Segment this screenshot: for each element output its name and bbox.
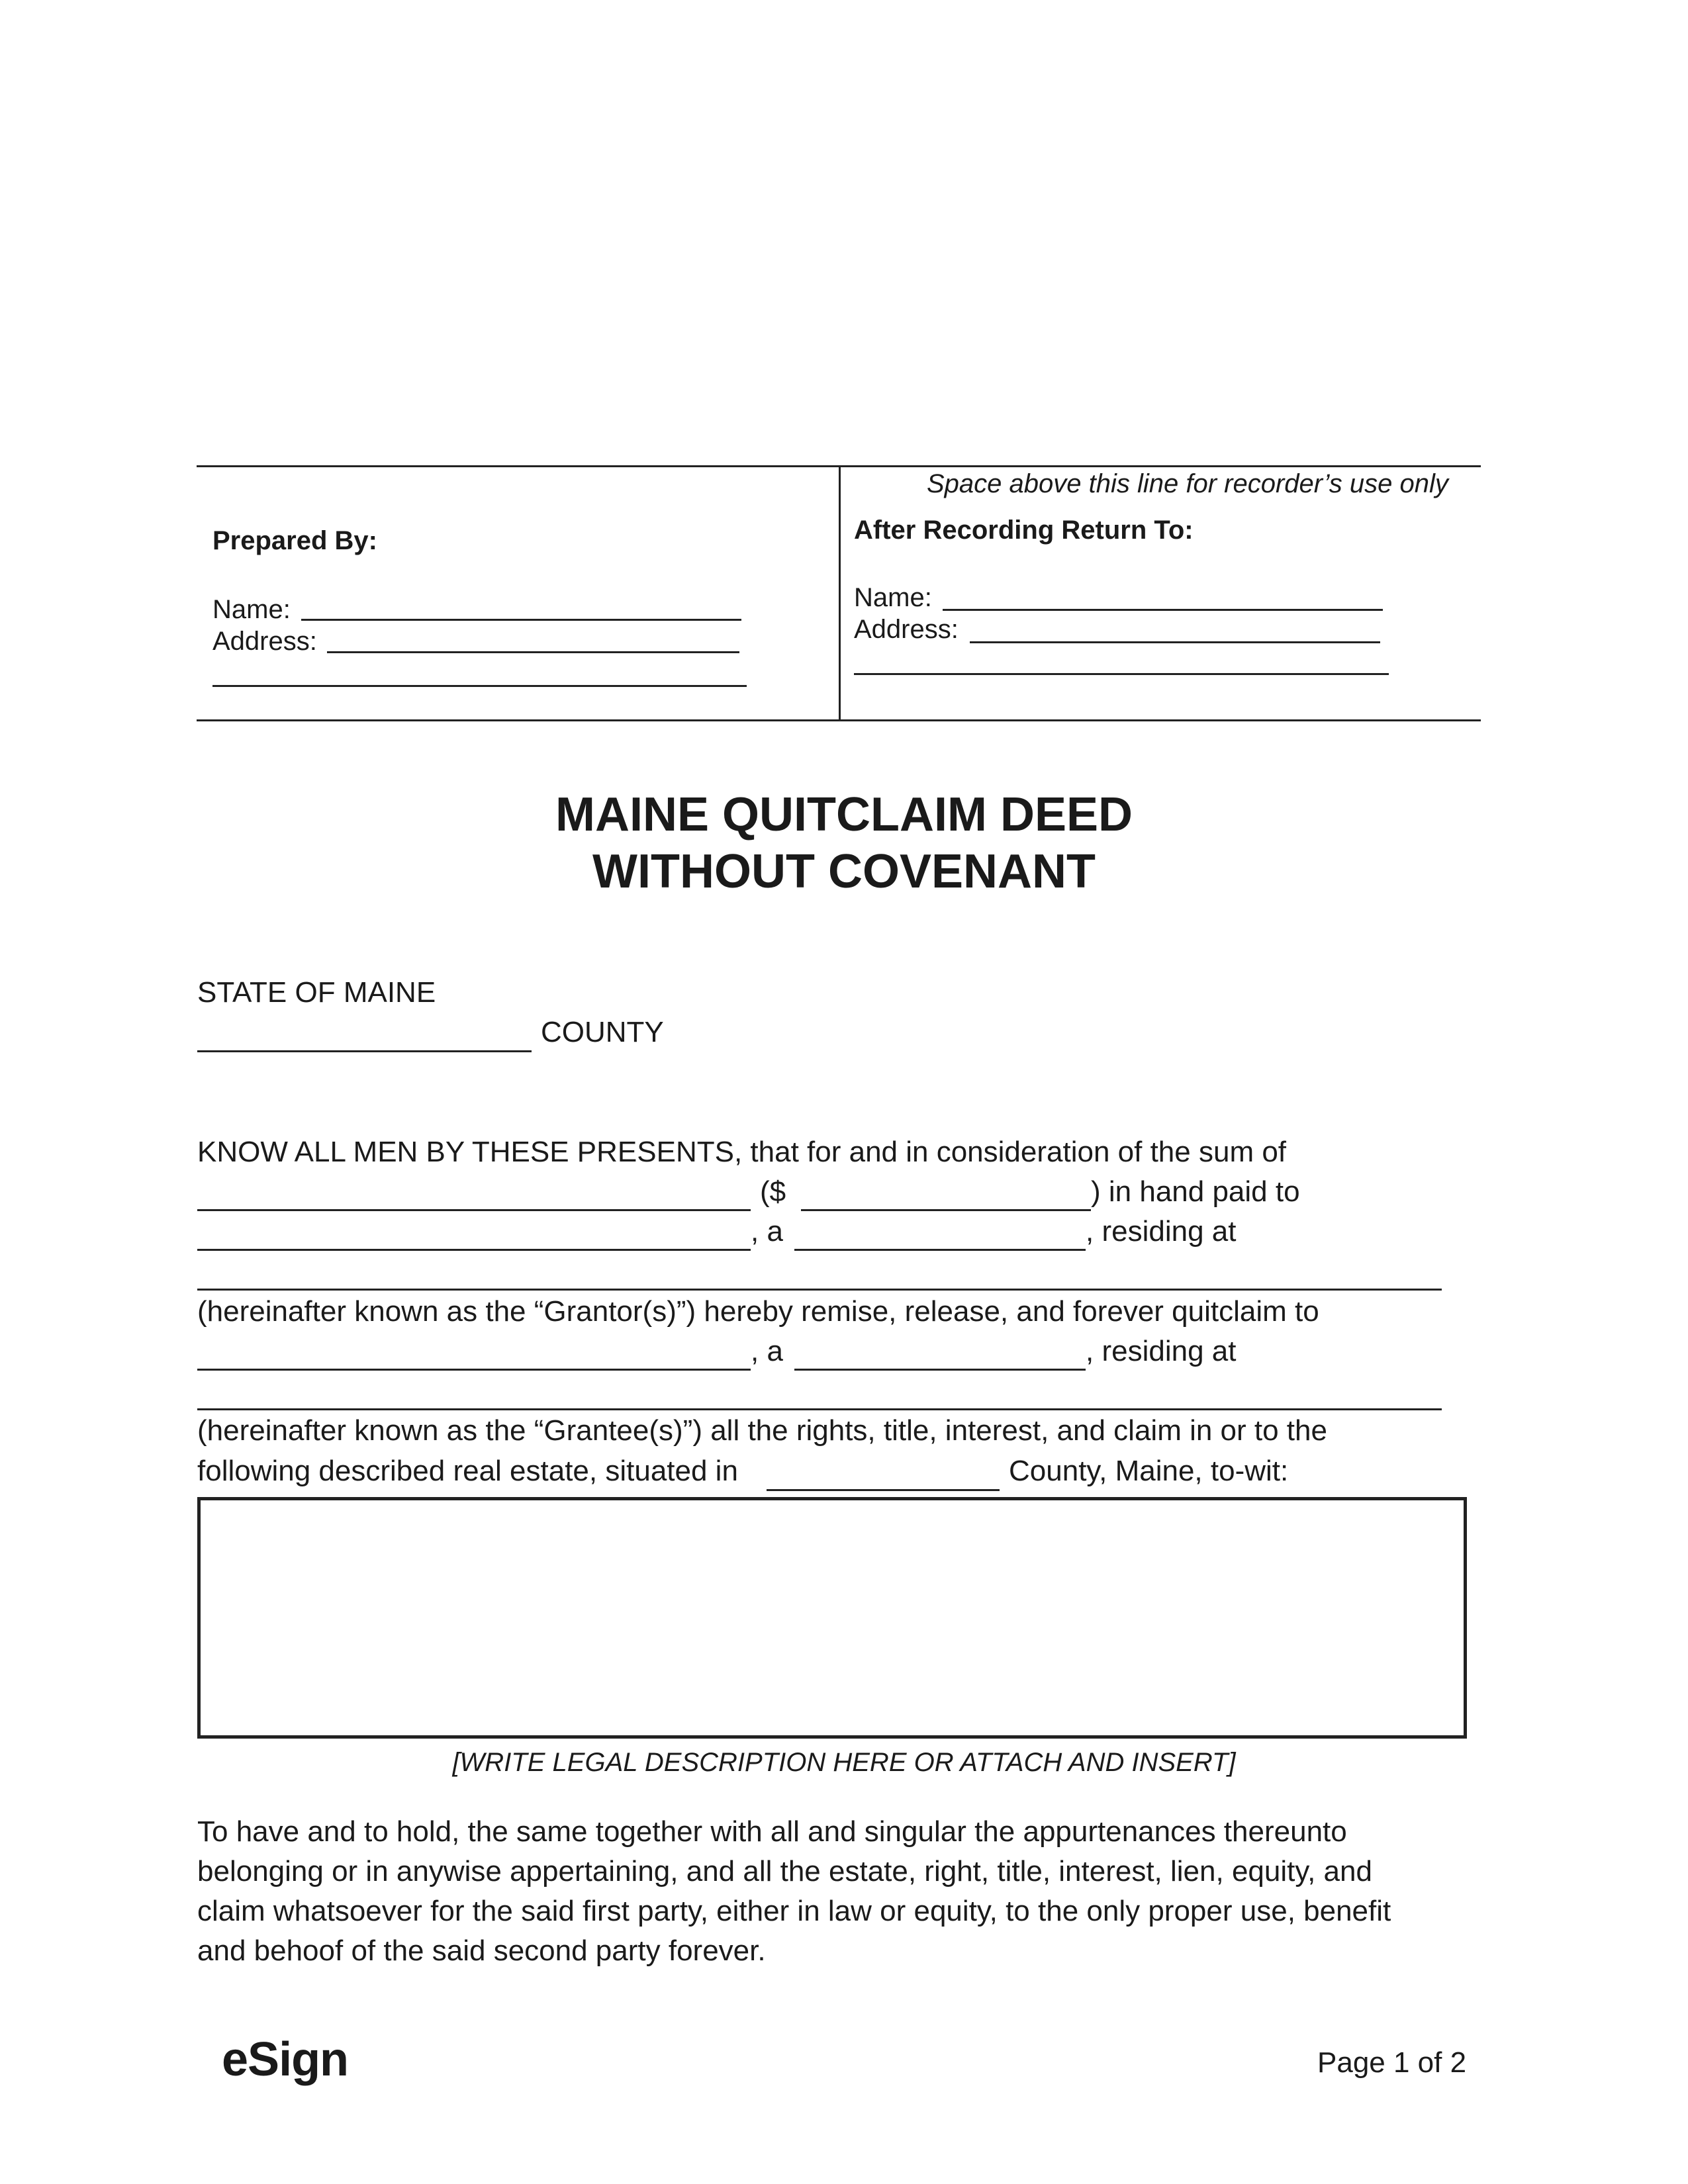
prepared-name-label: Name:	[212, 595, 291, 624]
return-name-label: Name:	[854, 583, 932, 612]
return-name-field[interactable]	[943, 609, 1383, 611]
prepared-address-field[interactable]	[327, 651, 739, 653]
grantee-residing-at: , residing at	[1086, 1335, 1237, 1367]
in-hand-paid-text: ) in hand paid to	[1091, 1175, 1300, 1208]
prepared-name-field[interactable]	[301, 619, 741, 621]
habendum-line-1: To have and to hold, the same together with all and singular the appurtenances thereunto	[197, 1815, 1347, 1848]
grantee-address-field[interactable]	[197, 1408, 1442, 1410]
situated-suffix: County, Maine, to-wit:	[1009, 1455, 1289, 1487]
esign-logo: eSign	[222, 2033, 349, 2086]
grantor-address-field[interactable]	[197, 1289, 1442, 1291]
situated-prefix: following described real estate, situated in	[197, 1455, 738, 1487]
grantor-name-field[interactable]	[197, 1249, 751, 1251]
title-line-2: WITHOUT COVENANT	[592, 845, 1096, 898]
habendum-line-2: belonging or in anywise appertaining, and all the estate, right, title, interest, lien, equity, and	[197, 1855, 1372, 1888]
prepared-address-label: Address:	[212, 627, 317, 656]
return-to-label: After Recording Return To:	[854, 516, 1194, 545]
title-line-1: MAINE QUITCLAIM DEED	[555, 788, 1133, 841]
situated-county-field[interactable]	[767, 1489, 1000, 1491]
grantor-residing-at: , residing at	[1086, 1215, 1237, 1248]
prepared-address-field-2[interactable]	[212, 685, 747, 687]
recorder-use-note: Space above this line for recorder’s use only	[927, 469, 1448, 498]
grantee-status-field[interactable]	[794, 1369, 1086, 1371]
return-address-label: Address:	[854, 615, 959, 644]
grantor-clause: (hereinafter known as the “Grantor(s)”) hereby remise, release, and forever quitclaim to	[197, 1295, 1319, 1328]
recorder-divider	[839, 465, 841, 721]
grantee-clause: (hereinafter known as the “Grantee(s)”) all the rights, title, interest, and claim in or to the	[197, 1414, 1327, 1447]
county-label: COUNTY	[541, 1016, 664, 1048]
return-address-field[interactable]	[970, 641, 1380, 643]
consideration-words-field[interactable]	[197, 1209, 751, 1211]
state-of-maine: STATE OF MAINE	[197, 976, 436, 1009]
return-address-field-2[interactable]	[854, 673, 1389, 675]
dollar-open: ($	[760, 1175, 786, 1208]
grantor-status-field[interactable]	[794, 1249, 1086, 1251]
grantee-name-field[interactable]	[197, 1369, 751, 1371]
page-number: Page 1 of 2	[1317, 2046, 1467, 2079]
grantee-comma-a: , a	[751, 1335, 783, 1367]
habendum-line-4: and behoof of the said second party forever.	[197, 1934, 766, 1967]
legal-description-box[interactable]	[197, 1497, 1467, 1739]
consideration-amount-field[interactable]	[801, 1209, 1091, 1211]
county-field[interactable]	[197, 1050, 532, 1052]
habendum-line-3: claim whatsoever for the said first party, either in law or equity, to the only proper use, benefit	[197, 1895, 1391, 1927]
document-title	[0, 786, 1688, 900]
intro-text: KNOW ALL MEN BY THESE PRESENTS, that for and in consideration of the sum of	[197, 1136, 1287, 1168]
prepared-by-label: Prepared By:	[212, 526, 377, 555]
grantor-comma-a: , a	[751, 1215, 783, 1248]
legal-description-caption: [WRITE LEGAL DESCRIPTION HERE OR ATTACH AND INSERT]	[452, 1748, 1236, 1777]
